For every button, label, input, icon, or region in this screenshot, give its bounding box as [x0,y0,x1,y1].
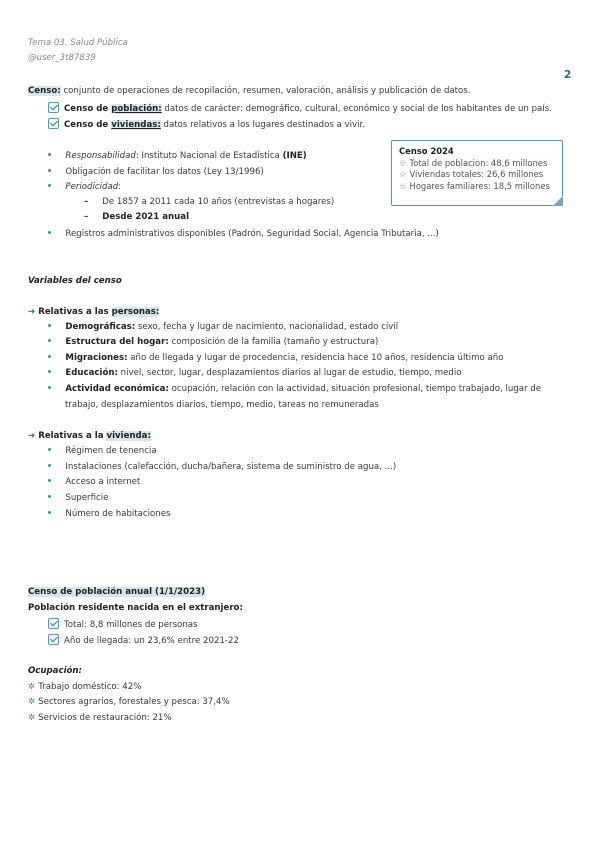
user-handle: @user_3t87839 [28,53,96,63]
checkbox-checked-icon [48,102,59,113]
vivienda-heading: ➔ Relativas a la vivienda: [28,431,151,441]
list-item: Estructura del hogar: composición de la familia (tamaño y estructura) [48,337,378,347]
censo-type-viviendas: Censo de viviendas: datos relativos a los lugares destinados a vivir. [48,118,365,130]
list-item: Actividad económica: ocupación, relación con la actividad, situación profesional, tiempo trabajado, lugar de [48,384,541,394]
arrow-right-icon: ➔ [28,431,36,441]
list-item-continuation: trabajo, desplazamientos diarios, tiempo, medio, tareas no remuneradas [65,400,379,410]
check-item: Total: 8,8 millones de personas [48,618,198,630]
bullet-icon [48,448,51,451]
list-item: Demográficas: sexo, fecha y lugar de nacimiento, nacionalidad, estado civil [48,322,398,332]
bullet-icon [48,386,51,389]
bullet-icon [48,339,51,342]
list-item: Educación: nivel, sector, lugar, desplazamientos diarios al lugar de estudio, tiempo, medio [48,368,462,378]
dash-icon: – [84,197,89,207]
sub-item-period-2: – Desde 2021 anual [84,212,190,222]
list-item: Acceso a internet [48,477,140,487]
snowflake-icon: ✲ [28,682,36,692]
censo-definition [28,86,471,96]
checkbox-checked-icon [48,618,59,629]
list-item-periodicidad: Periodicidad: [48,182,121,192]
ocupacion-item: ✲ Servicios de restauración: 21% [28,713,172,723]
checkbox-checked-icon [48,634,59,645]
ocupacion-item: ✲ Trabajo doméstico: 42% [28,682,142,692]
ocupacion-item: ✲ Sectores agrarios, forestales y pesca: 37,4% [28,697,230,707]
list-item: Instalaciones (calefacción, ducha/bañera, sistema de suministro de agua, ...) [48,462,396,472]
bullet-icon [48,153,51,156]
topic-header: Tema 03. Salud Pública [28,38,128,48]
note-title: Censo 2024 [399,146,454,156]
sub-item-period-1: – De 1857 a 2011 cada 10 años (entrevistas a hogares) [84,197,335,207]
list-item-responsabilidad: Responsabilidad: Instituto Nacional de Estadística (INE) [48,151,307,161]
dash-icon: – [84,212,89,222]
bullet-icon [48,231,51,234]
list-item: Superficie [48,493,108,503]
bullet-icon [48,355,51,358]
bullet-icon [48,464,51,467]
arrow-right-icon: ➔ [28,307,36,317]
censo-type-poblacion: Censo de población: datos de carácter: demográfico, cultural, económico y social de los habitantes de un país. [48,102,552,114]
note-item: ☆ Hogares familiares: 18,5 millones [399,180,550,191]
checkbox-checked-icon [48,118,59,129]
note-item: ☆ Total de poblacion: 48,6 millones [399,157,548,168]
star-icon: ☆ [399,157,407,168]
censo-definition-text: conjunto de operaciones de recopilación, resumen, valoración, análisis y publicación de datos. [60,86,471,96]
list-item-registros: Registros administrativos disponibles (Padrón, Seguridad Social, Agencia Tributaria, ...) [48,229,439,239]
bullet-icon [48,479,51,482]
page-fold-icon [553,196,563,206]
snowflake-icon: ✲ [28,697,36,707]
check-item: Año de llegada: un 23,6% entre 2021-22 [48,634,239,646]
bullet-icon [48,511,51,514]
list-item: Número de habitaciones [48,509,171,519]
list-item-obligacion: Obligación de facilitar los datos (Ley 13/1996) [48,167,264,177]
list-item: Migraciones: año de llegada y lugar de procedencia, residencia hace 10 años, residencia último año [48,353,503,363]
star-icon: ☆ [399,169,407,180]
censo-2024-note [391,140,563,206]
censo-term: Censo: [28,86,61,96]
censo-anual-title: Censo de población anual (1/1/2023) [28,587,206,597]
page-number: 2 [564,69,572,81]
list-item: Régimen de tenencia [48,446,157,456]
bullet-icon [48,370,51,373]
bullet-icon [48,495,51,498]
bullet-icon [48,184,51,187]
note-item: ☆ Viviendas totales: 26,6 millones [399,169,544,180]
variables-heading: Variables del censo [28,276,122,286]
bullet-icon [48,169,51,172]
ocupacion-title: Ocupación: [28,666,82,676]
bullet-icon [48,324,51,327]
snowflake-icon: ✲ [28,713,36,723]
star-icon: ☆ [399,180,407,191]
censo-anual-subtitle: Población residente nacida en el extranjero: [28,603,243,613]
personas-heading: ➔ Relativas a las personas: [28,307,160,317]
